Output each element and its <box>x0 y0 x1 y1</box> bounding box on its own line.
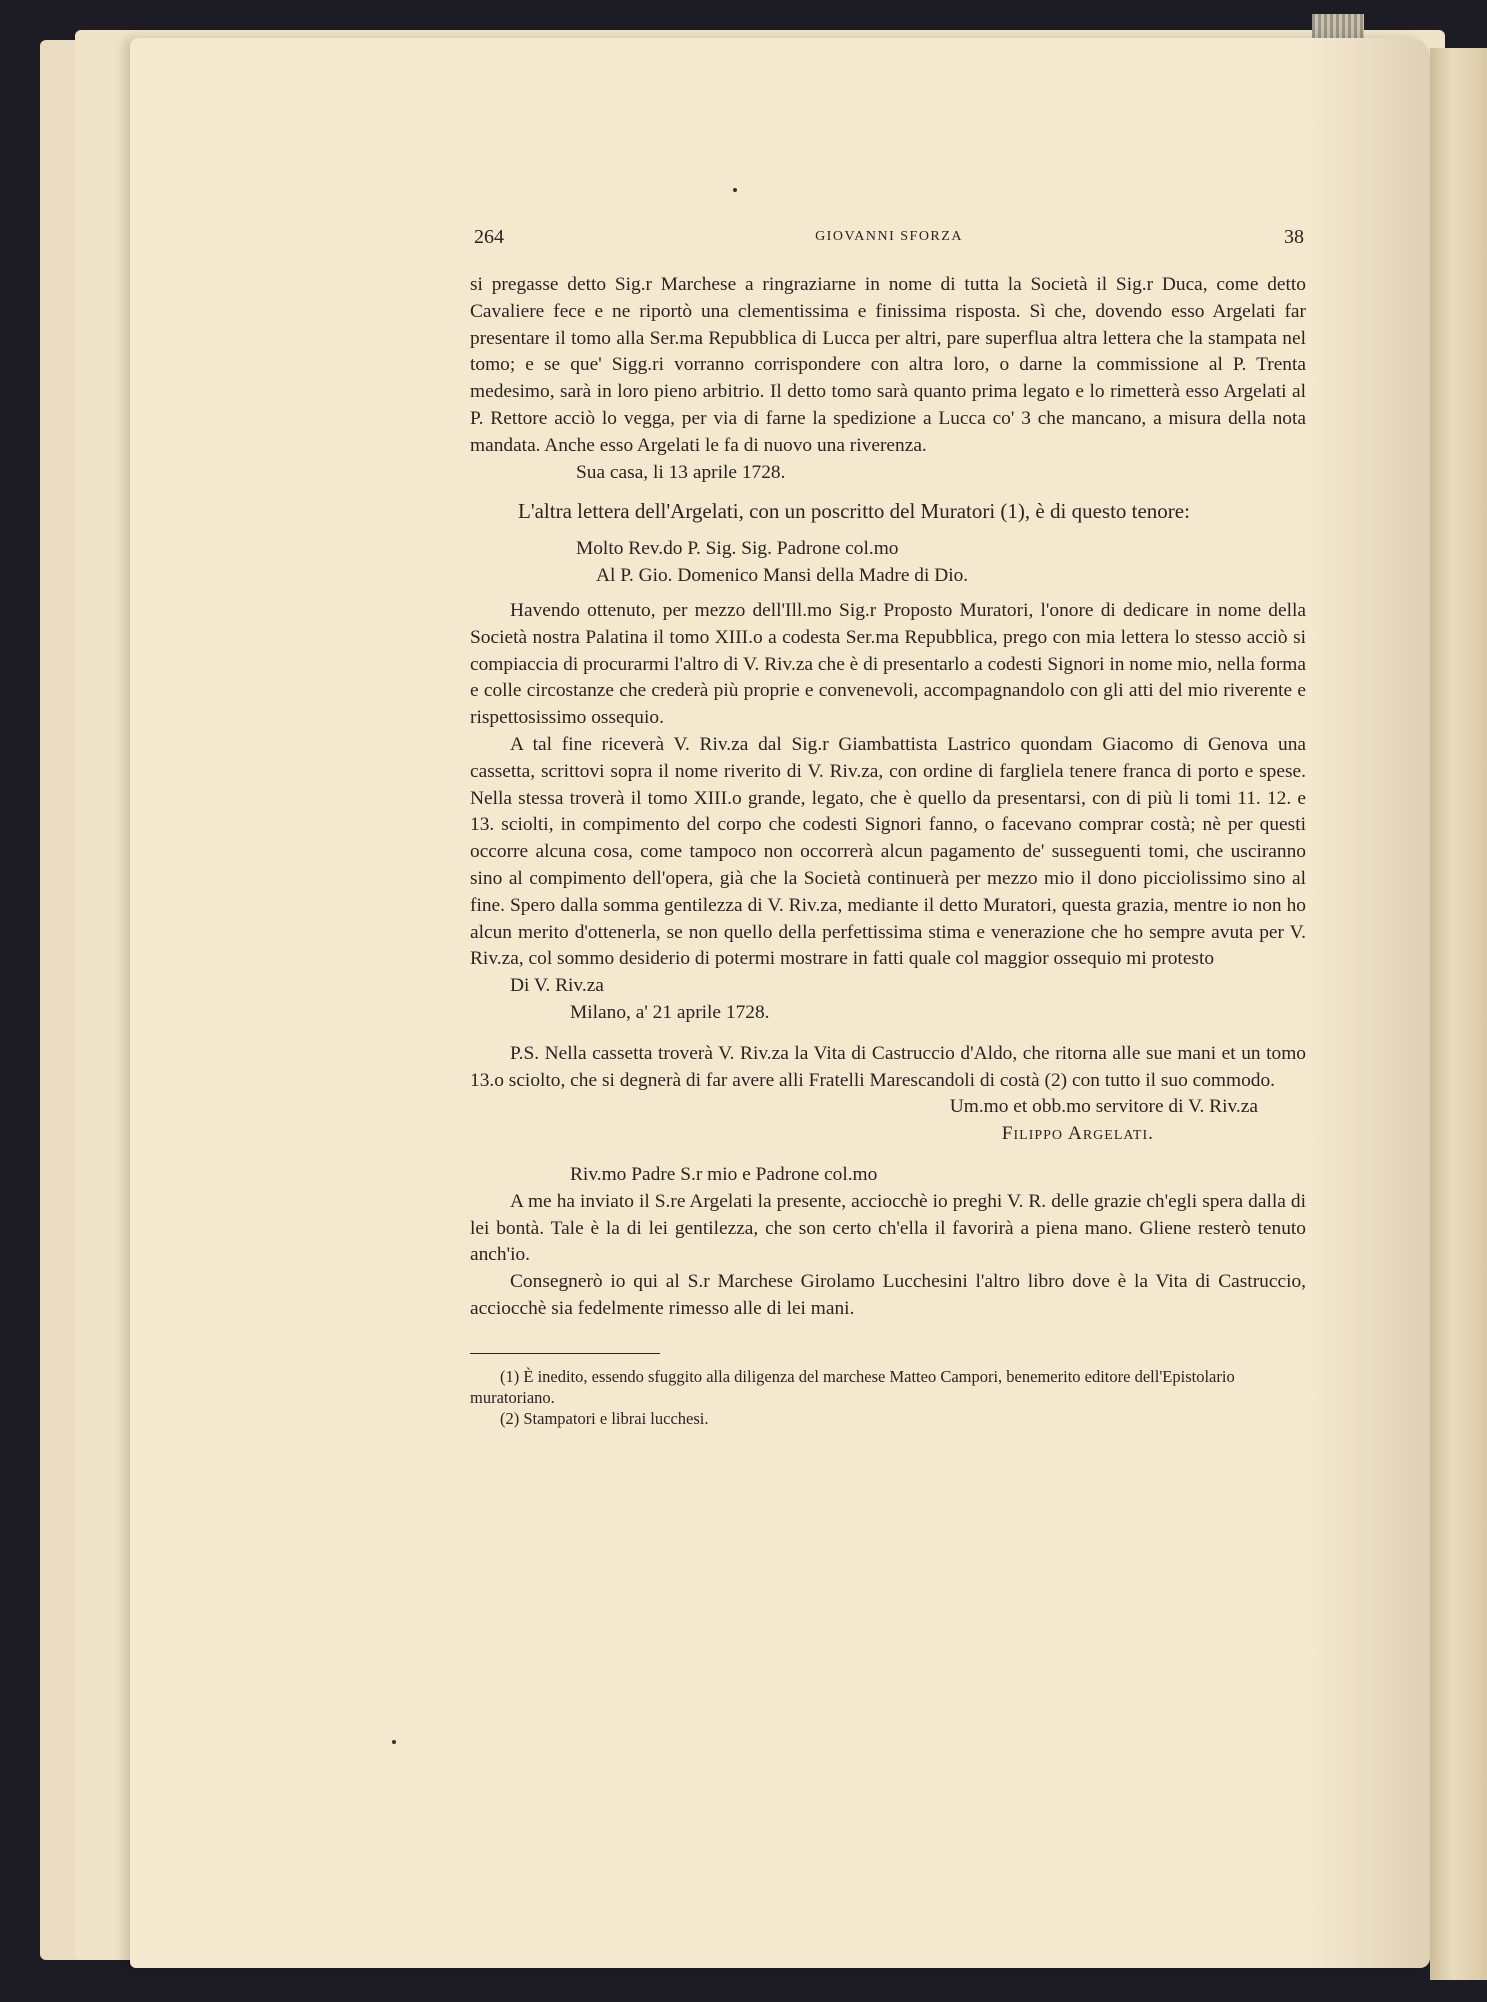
footnote-rule <box>470 1353 660 1354</box>
running-header <box>474 226 1304 252</box>
paragraph: A me ha inviato il S.re Argelati la presente, acciocchè io preghi V. R. delle grazie ch'egli spera dalla di lei bontà. Tale è la di lei gentilezza, che son certo ch'ella il favorirà a piena mano. Gliene resterò tenuto anch'io. <box>470 1190 1306 1266</box>
signature-line: Um.mo et obb.mo servitore di V. Riv.za <box>949 1096 1258 1118</box>
letter-date: Sua casa, li 13 aprile 1728. <box>576 461 786 483</box>
footnotes <box>470 1366 1306 1429</box>
signature-name: Filippo Argelati. <box>1001 1123 1154 1145</box>
paragraph: Havendo ottenuto, per mezzo dell'Ill.mo Sig.r Proposto Muratori, l'onore di dedicare in nome della Società nostra Palatina il tomo XIII.o a codesta Ser.ma Repubblica, prego con mia lettera lo stesso acciò si compiaccia di procurarmi l'altro di V. Riv.za che è di presentarlo a codesti Signori in nome mio, nella forma e colle circostanze che crederà più proprie e convenevoli, accompagnandolo con gli atti del mio riverente e rispettosissimo ossequio. <box>470 599 1306 729</box>
footnote: (1) È inedito, essendo sfuggito alla diligenza del marchese Matteo Campori, benemerito editore dell'Epistolario muratoriano. <box>470 1366 1235 1407</box>
paragraph: Consegnerò io qui al S.r Marchese Girolamo Lucchesini l'altro libro dove è la Vita di Castruccio, acciocchè sia fedelmente rimesso alle di lei mani. <box>470 1271 1306 1319</box>
salutation: Riv.mo Padre S.r mio e Padrone col.mo <box>570 1163 878 1185</box>
postscript: P.S. Nella cassetta troverà V. Riv.za la Vita di Castruccio d'Aldo, che ritorna alle sue mani et un tomo 13.o sciolto, che si degnerà di far avere alli Fratelli Marescandoli di costà (2) con tutto il suo commodo. <box>470 1042 1306 1091</box>
letter-address: Molto Rev.do P. Sig. Sig. Padrone col.mo <box>576 538 899 560</box>
footnote: (2) Stampatori e librai lucchesi. <box>500 1408 709 1428</box>
speck <box>392 1740 396 1744</box>
bookmark-tab <box>1312 14 1364 40</box>
letter-closing: Di V. Riv.za <box>510 975 604 997</box>
letter-address: Al P. Gio. Domenico Mansi della Madre di Dio. <box>596 565 969 587</box>
paragraph: A tal fine riceverà V. Riv.za dal Sig.r Giambattista Lastrico quondam Giacomo di Genova una cassetta, scrittovi sopra il nome riverito di V. Riv.za, con ordine di fargliela tenere franca di porto e spese. Nella stessa troverà il tomo XIII.o grande, legato, che è quello da presentarsi, con di più li tomi 11. 12. e 13. sciolti, in compimento del corpo che codesti Signori fanno, o facevano comprar costà; nè per questi occorre alcuna cosa, come tampoco non occorrerà alcun pagamento de' susseguenti tomi, che usciranno sino al compimento dell'opera, già che la Società continuerà per mezzo mio il dono picciolissimo sino al fine. Spero dalla somma gentilezza di V. Riv.za, mediante il detto Muratori, questa grazia, mentre io non ho alcun merito d'ottenerla, se non quello della perfettissima stima e venerazione che ho sempre avuta per V. Riv.za, col sommo desiderio di potermi mostrare in fatti quale col maggior ossequio mi protesto <box>470 733 1306 970</box>
facing-page-edge <box>1430 48 1487 1980</box>
letter-closing-date: Milano, a' 21 aprile 1728. <box>570 1001 770 1023</box>
running-title: GIOVANNI SFORZA <box>815 229 963 244</box>
page-body <box>470 272 1306 1429</box>
intro-paragraph: L'altra lettera dell'Argelati, con un poscritto del Muratori (1), è di questo tenore: <box>518 499 1190 524</box>
speck <box>733 188 737 192</box>
paragraph: si pregasse detto Sig.r Marchese a ringraziarne in nome di tutta la Società il Sig.r Duca, come detto Cavaliere fece e ne riportò una clementissima e finissima risposta. Sì che, dovendo esso Argelati far presentare il tomo alla Ser.ma Repubblica di Lucca per altri, pare superflua altra lettera che la stampata nel tomo; e se que' Sigg.ri vorranno corrispondere con altra loro, o darne la commissione al P. Trenta medesimo, sarà in loro pieno arbitrio. Il detto tomo sarà quanto prima legato e lo rimetterà esso Argelati al P. Rettore acciò lo vegga, per via di farne la spedizione a Lucca co' 3 che mancano, a misura della nota mandata. Anche esso Argelati le fa di nuovo una riverenza. <box>470 274 1306 456</box>
leaf-number: 38 <box>1284 226 1304 248</box>
page-number: 264 <box>474 226 504 248</box>
